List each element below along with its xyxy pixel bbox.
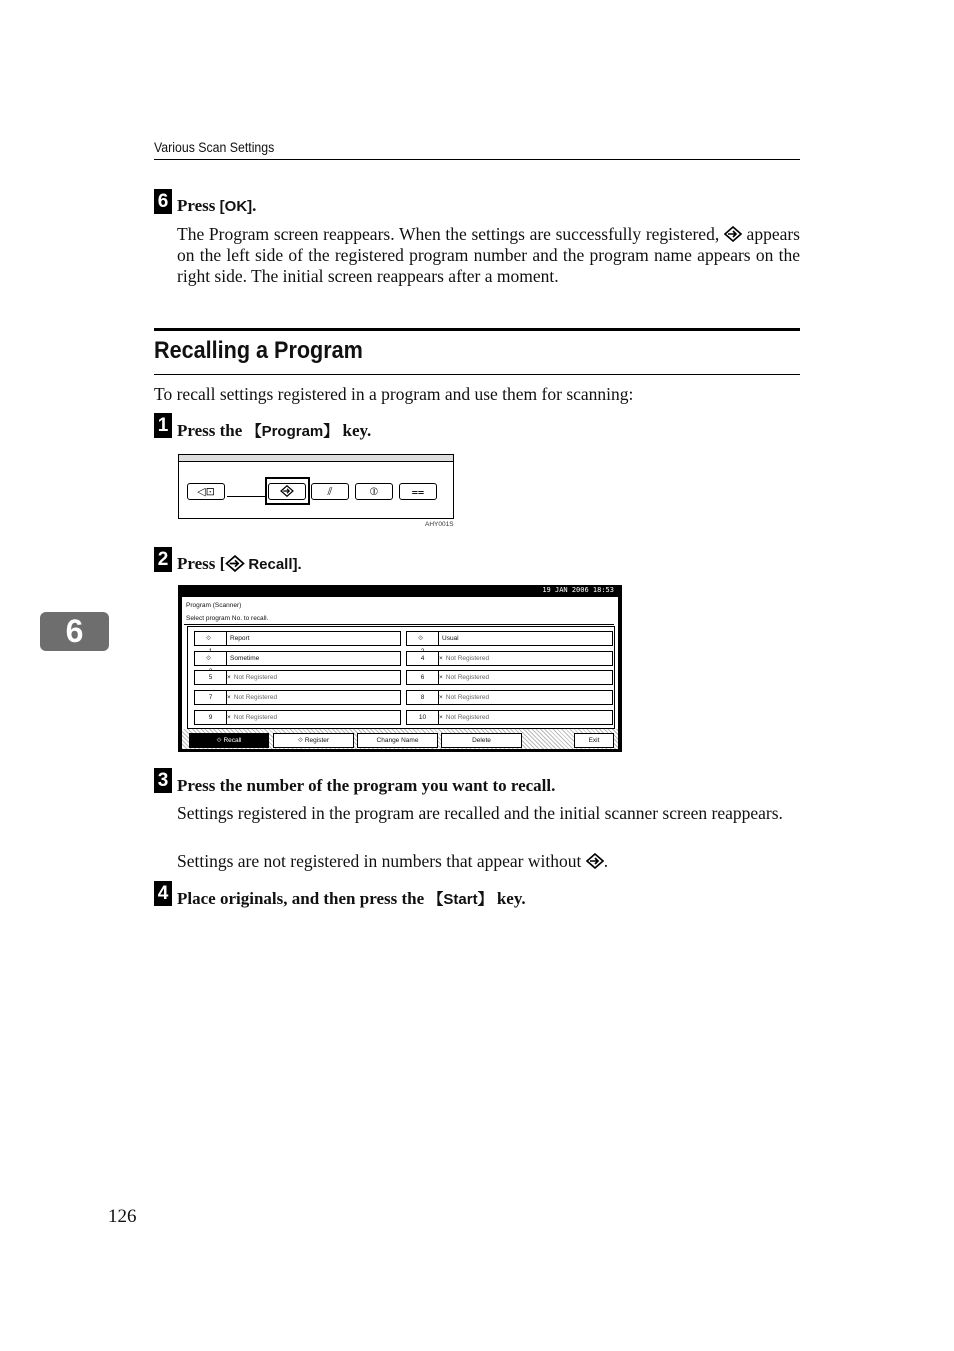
program-slot-name: Not Registered bbox=[445, 655, 490, 662]
step-title bbox=[177, 888, 526, 909]
step-title-text: Press bbox=[177, 196, 220, 215]
program-icon bbox=[280, 485, 294, 497]
step-title bbox=[177, 196, 256, 216]
program-registered-icon bbox=[724, 226, 742, 242]
step-title-end: key. bbox=[338, 421, 372, 440]
not-registered-icon: × bbox=[439, 714, 443, 721]
program-slot-name: Not Registered bbox=[445, 714, 490, 721]
not-registered-icon: × bbox=[227, 694, 231, 701]
program-slot[interactable] bbox=[194, 651, 401, 666]
register-button[interactable] bbox=[273, 733, 354, 748]
step-title-text: Place originals, and then press the bbox=[177, 889, 429, 908]
change-name-button[interactable]: Change Name bbox=[357, 733, 438, 748]
program-slot-number: 7 bbox=[195, 691, 227, 704]
step-body-text-1: The Program screen reappears. When the settings are successfully registered, bbox=[177, 224, 720, 244]
program-registered-icon bbox=[586, 853, 604, 869]
delete-button[interactable]: Delete bbox=[441, 733, 522, 748]
step-title-end: ]. bbox=[292, 556, 302, 573]
program-slot-number: 10 bbox=[407, 711, 439, 724]
section-rule-bottom bbox=[154, 374, 800, 375]
screen-key-icon: ◁⊡ bbox=[187, 483, 225, 500]
step-body: Settings registered in the program are recalled and the initial scanner screen reappears. bbox=[177, 803, 783, 823]
program-slot[interactable] bbox=[406, 631, 613, 646]
step-number-badge: 3 bbox=[154, 768, 172, 793]
program-slot-name: Not Registered bbox=[233, 714, 278, 721]
program-slot-name: Usual bbox=[442, 635, 459, 642]
registered-icon: ⟐ bbox=[417, 635, 424, 642]
program-slot-number-wrap bbox=[195, 652, 227, 665]
program-key[interactable] bbox=[268, 483, 306, 500]
section-title: Recalling a Program bbox=[154, 337, 363, 364]
program-slot[interactable] bbox=[194, 710, 401, 725]
program-slot-name: Sometime bbox=[230, 655, 260, 662]
step-body-text-2: appears on the left side of the registered program number and the program name appears on the right side. The initial screen reappears after a moment. bbox=[177, 224, 800, 286]
program-slot-name: Not Registered bbox=[233, 674, 278, 681]
step-number-badge: 6 bbox=[154, 189, 172, 214]
not-registered-icon: × bbox=[227, 674, 231, 681]
clear-modes-key[interactable]: ⫽ bbox=[311, 483, 349, 500]
registered-icon: ⟐ bbox=[205, 655, 212, 662]
step-number-badge: 4 bbox=[154, 881, 172, 906]
program-key-label: 【Program】 bbox=[246, 423, 339, 440]
program-slot[interactable] bbox=[406, 670, 613, 685]
exit-button[interactable]: Exit bbox=[574, 733, 614, 748]
register-icon: ⟐ bbox=[297, 737, 305, 744]
step-title bbox=[177, 554, 302, 574]
program-slot-number: 9 bbox=[195, 711, 227, 724]
step-body bbox=[177, 224, 800, 287]
program-slot[interactable] bbox=[194, 670, 401, 685]
program-icon bbox=[225, 555, 245, 572]
screen-button-bar bbox=[182, 729, 618, 749]
section-rule-top bbox=[154, 328, 800, 331]
program-slot[interactable] bbox=[406, 690, 613, 705]
step-body-text: Settings are not registered in numbers that appear without bbox=[177, 851, 582, 871]
program-slot-name: Not Registered bbox=[445, 674, 490, 681]
recall-button-label: Recall bbox=[223, 737, 242, 744]
figure-code: AHY001S bbox=[425, 521, 454, 528]
step-title-end: . bbox=[252, 196, 257, 215]
sample-copy-key[interactable]: ⩵ bbox=[399, 483, 437, 500]
program-slot-number-wrap bbox=[195, 632, 227, 645]
step-body-end: . bbox=[603, 851, 609, 871]
not-registered-icon: × bbox=[227, 714, 231, 721]
not-registered-icon: × bbox=[439, 674, 443, 681]
screen-instruction: Select program No. to recall. bbox=[186, 615, 269, 622]
program-slot[interactable] bbox=[194, 690, 401, 705]
screen-title: Program (Scanner) bbox=[186, 602, 242, 609]
header-rule bbox=[154, 159, 800, 160]
start-key-label: 【Start】 bbox=[428, 891, 493, 908]
panel-line bbox=[227, 496, 265, 497]
step-title-end: key. bbox=[492, 889, 526, 908]
not-registered-icon: × bbox=[439, 655, 443, 662]
step-number-badge: 2 bbox=[154, 547, 172, 572]
datetime: 19 JAN 2006 18:53 bbox=[542, 586, 614, 594]
program-slot-name: Report bbox=[230, 635, 250, 642]
recall-icon: ⟐ bbox=[216, 737, 224, 744]
control-panel-figure bbox=[178, 454, 454, 519]
program-screen-figure bbox=[178, 585, 622, 752]
program-slot[interactable] bbox=[194, 631, 401, 646]
running-header: Various Scan Settings bbox=[154, 139, 275, 155]
screen-divider bbox=[184, 624, 614, 625]
screen-panel bbox=[181, 596, 619, 750]
section-intro: To recall settings registered in a program and use them for scanning: bbox=[154, 384, 634, 404]
recall-button[interactable] bbox=[189, 733, 269, 748]
not-registered-icon: × bbox=[439, 694, 443, 701]
recall-key-label: Recall bbox=[248, 556, 293, 573]
step-title-text: Press the bbox=[177, 421, 247, 440]
interrupt-key[interactable]: ⦶ bbox=[355, 483, 393, 500]
panel-band bbox=[179, 455, 453, 462]
program-slot[interactable] bbox=[406, 651, 613, 666]
screen-status-bar bbox=[178, 585, 622, 595]
page-number: 126 bbox=[108, 1206, 137, 1227]
step-title: Press the number of the program you want to recall. bbox=[177, 776, 556, 795]
program-grid bbox=[187, 626, 615, 729]
program-slot-number: 6 bbox=[407, 671, 439, 684]
program-slot[interactable] bbox=[406, 710, 613, 725]
program-slot-number: 8 bbox=[407, 691, 439, 704]
step-title bbox=[177, 420, 371, 441]
register-button-label: Register bbox=[304, 737, 330, 744]
program-slot-number-wrap bbox=[407, 632, 439, 645]
program-slot-number: 4 bbox=[407, 652, 439, 665]
program-slot-name: Not Registered bbox=[445, 694, 490, 701]
registered-icon: ⟐ bbox=[205, 635, 212, 642]
ok-key-label: [OK] bbox=[219, 198, 253, 215]
step-body-2 bbox=[177, 851, 608, 872]
step-title-text: Press [ bbox=[177, 554, 226, 573]
step-number-badge: 1 bbox=[154, 413, 172, 438]
program-slot-name: Not Registered bbox=[233, 694, 278, 701]
program-slot-number: 5 bbox=[195, 671, 227, 684]
chapter-tab: 6 bbox=[40, 612, 109, 651]
